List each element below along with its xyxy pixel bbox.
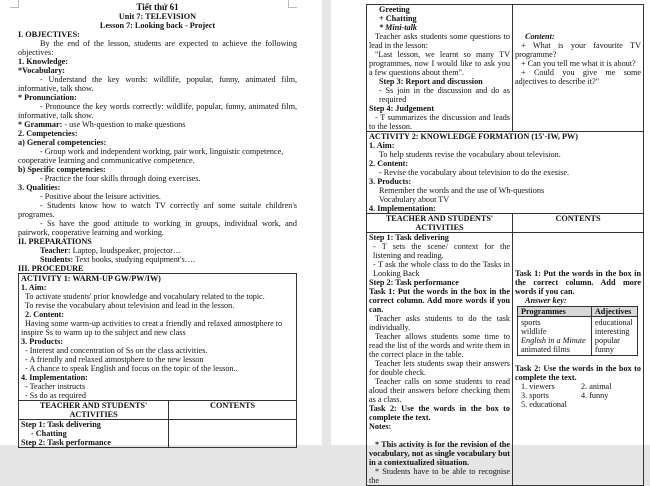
students-line bbox=[18, 255, 297, 264]
step-heading: Step 1: Task delivering bbox=[21, 420, 101, 429]
activity-1-table bbox=[18, 273, 297, 448]
paragraph: - Students know how to watch TV correctly anf some suitale children's programes. bbox=[18, 201, 297, 219]
subheading: 2. Content: bbox=[25, 310, 65, 319]
column-header: Adjectives bbox=[591, 307, 637, 317]
subheading: 1. Aim: bbox=[369, 141, 395, 150]
text: + Could you give me some adjectives to describe it?" bbox=[515, 68, 641, 86]
column-header: TEACHER AND STUDENTS' ACTIVITIES bbox=[367, 214, 513, 233]
text: - use Wh-question to make questions bbox=[62, 120, 186, 129]
subheading: * Pronunciation: bbox=[18, 93, 77, 102]
activity-title: ACTIVITY 2: KNOWLEDGE FORMATION (15'-IW, PW) bbox=[369, 132, 578, 141]
paragraph: - Understand the key words: wildlife, popular, funny, animated film, informative, talk show. bbox=[18, 75, 297, 93]
subheading: 3. Qualities: bbox=[18, 183, 61, 192]
task-heading: Task 1: Put the words in the box in the correct column. Add more words if you can. bbox=[369, 287, 510, 314]
subheading: 4. Implementation: bbox=[369, 204, 436, 213]
text: * Students have to be able to recognise the bbox=[369, 467, 510, 485]
text: funny bbox=[594, 345, 614, 354]
text: Greeting bbox=[379, 5, 410, 14]
text: Laptop, loudspeaker, projector… bbox=[70, 246, 182, 255]
step-heading: Step 2: Task performance bbox=[369, 278, 459, 287]
contents-cell bbox=[513, 5, 644, 132]
text: - A chance to speak English and focus on the topic of the lesson.. bbox=[25, 364, 238, 373]
text: Teacher lets students swap their answers for double check. bbox=[369, 359, 510, 377]
subheading: *Vocabulary: bbox=[18, 66, 66, 75]
task-2-answers bbox=[515, 382, 641, 409]
text: interesting bbox=[594, 327, 630, 336]
paragraph: - Ss have the good attitude to working in groups, individual work, and pairwork, cooperative learning and working. bbox=[18, 219, 297, 237]
paragraph: - Positive about the leisure activities. bbox=[40, 192, 161, 201]
text: + Chatting bbox=[379, 14, 417, 23]
contents-cell bbox=[169, 420, 297, 448]
text: educational bbox=[594, 318, 633, 327]
text: - Interest and concentration of Ss on the class activities. bbox=[25, 346, 208, 355]
label: Students: bbox=[40, 255, 74, 264]
text: - T summarizes the discussion and leads to the lesson. bbox=[369, 113, 510, 131]
step-heading: Step 2: Task performance bbox=[21, 438, 111, 447]
text: wildlife bbox=[521, 327, 547, 336]
task-heading: Task 1: Put the words in the box in the correct column. Add more words if you can. bbox=[515, 269, 641, 296]
column-header: CONTENTS bbox=[169, 401, 297, 420]
adjectives-cell bbox=[591, 317, 637, 356]
answer: 5. educational bbox=[521, 400, 567, 409]
subheading: 4. Implementation: bbox=[21, 373, 88, 382]
text: + Can you tell me what it is about? bbox=[521, 59, 636, 68]
paragraph: - Group work and independent working, pair work, linguistic competence, cooperative learning and communicative competence. bbox=[18, 147, 284, 165]
text: Having some warm-up activities to creat a friendly and relaxed atmostphere to inspire Ss to warm up to the subject and new class bbox=[21, 319, 283, 337]
text: Teacher asks students to do the task individually. bbox=[369, 314, 510, 332]
programmes-cell bbox=[518, 317, 592, 356]
lesson-period: Tiết thứ 61 bbox=[136, 2, 179, 12]
text: - T sets the scene/ context for the listening and reading. bbox=[373, 242, 510, 260]
text: To activate students' prior knowledge and vocabulary related to the topic. bbox=[25, 292, 265, 301]
answer: 4. funny bbox=[581, 391, 609, 400]
step-heading: Step 1: Task delivering bbox=[369, 233, 449, 242]
text: To help students revise the vocabulary about television. bbox=[379, 150, 561, 159]
text: - Teacher instructs bbox=[25, 382, 86, 391]
text: - Chatting bbox=[31, 429, 67, 438]
task-heading: Task 2: Use the words in the box to complete the text. bbox=[369, 404, 510, 422]
text: Remember the words and the use of Wh-questions bbox=[379, 186, 545, 195]
answer: 1. viewers bbox=[521, 382, 555, 391]
subheading: 3. Products: bbox=[21, 337, 64, 346]
step-heading: Step 3: Report and discussion bbox=[379, 77, 483, 86]
text: Teacher calls on some students to read aloud their answers before checking them as a class. bbox=[369, 377, 510, 404]
paragraph: By the end of the lesson, students are expected to achieve the following objectives: bbox=[18, 39, 297, 57]
contents-cell bbox=[513, 233, 644, 486]
text: Teacher asks students some questions to lead in the lesson: bbox=[369, 32, 510, 50]
section-heading: II. PREPARATIONS bbox=[18, 237, 92, 246]
document-page-2 bbox=[331, 0, 650, 485]
text: - Revise the vocabulary about television to do the exesise. bbox=[379, 168, 570, 177]
answer: 3. sports bbox=[521, 391, 549, 400]
task-heading: Task 2: Use the words in the box to complete the text. bbox=[515, 364, 641, 382]
subheading: 2. Competencies: bbox=[18, 129, 78, 138]
subheading: 1. Knowledge: bbox=[18, 57, 69, 66]
paragraph: - Pronounce the key words correctly: wildlife, popular, funny, animated film, informative, talk show. bbox=[18, 102, 297, 120]
teacher-line bbox=[18, 246, 297, 255]
lesson-title: Lesson 7: Looking back - Project bbox=[99, 21, 216, 30]
text: - T ask the whole class to do the Tasks in Looking Back bbox=[373, 260, 510, 278]
page-2-content bbox=[366, 4, 644, 486]
text: animated films bbox=[521, 345, 570, 354]
unit-title: Unit 7: TELEVISION bbox=[118, 12, 197, 21]
text: English in a Minute bbox=[521, 336, 586, 345]
subheading: b) Specific competencies: bbox=[18, 165, 106, 174]
subheading: 3. Products: bbox=[369, 177, 412, 186]
subheading: Answer key: bbox=[525, 296, 567, 305]
section-heading: I. OBJECTIVES: bbox=[18, 30, 80, 39]
activity-title: ACTIVITY 1: WARM-UP GW/PW/IW) bbox=[21, 274, 161, 283]
column-header: CONTENTS bbox=[513, 214, 644, 233]
section-heading: III. PROCEDURE bbox=[18, 264, 84, 273]
document-page-1 bbox=[0, 0, 322, 445]
text: sports bbox=[521, 318, 541, 327]
column-header: TEACHER AND STUDENTS' ACTIVITIES bbox=[19, 401, 169, 420]
text: "Last lesson, we learnt so many TV programmes, now I would like to ask you a few questions about them". bbox=[369, 50, 510, 77]
label: Teacher: bbox=[40, 246, 71, 255]
activity-2-block bbox=[367, 132, 644, 214]
grammar-line bbox=[18, 120, 297, 129]
subheading: 1. Aim: bbox=[21, 283, 47, 292]
text: - Ss join in the discussion and do as required bbox=[379, 86, 510, 104]
text: To revise the vocabulary about television and lead in the lesson. bbox=[25, 301, 235, 310]
page-1-content bbox=[18, 3, 297, 448]
paragraph: - Practice the four skills through doing exercises. bbox=[40, 174, 201, 183]
text: * This activity is for the revision of the vocabulary, not as single vocabulary but in a contextualized situation. bbox=[369, 440, 510, 467]
text: + What is your favourite TV programme? bbox=[515, 41, 641, 59]
activity-1-block bbox=[19, 274, 297, 401]
text: Text books, studying equipment's…. bbox=[73, 255, 195, 264]
text: - Ss do as required bbox=[25, 391, 86, 400]
activities-cell bbox=[367, 233, 513, 486]
subheading: Content: bbox=[525, 32, 555, 41]
label: * Grammar: bbox=[18, 120, 63, 129]
text: Vocabulary about TV bbox=[379, 195, 450, 204]
subheading: 2. Content: bbox=[369, 159, 409, 168]
subheading: a) General competencies: bbox=[18, 138, 107, 147]
step-heading: Step 4: Judgement bbox=[369, 104, 435, 113]
text: Teacher allows students some time to read the list of the words and write them in the correct place in the table. bbox=[369, 332, 510, 359]
subheading: Notes: bbox=[369, 422, 392, 431]
activity-table bbox=[366, 4, 644, 486]
column-header: Programmes bbox=[518, 307, 592, 317]
text: - A friendly and relaxed atmostphere to the new lesson bbox=[25, 355, 204, 364]
answer-key-table bbox=[517, 306, 638, 356]
text: popular bbox=[594, 336, 620, 345]
activities-cell bbox=[19, 420, 169, 448]
activities-cell bbox=[367, 5, 513, 132]
answer: 2. animal bbox=[581, 382, 612, 391]
text: * Mini-talk bbox=[379, 23, 417, 32]
